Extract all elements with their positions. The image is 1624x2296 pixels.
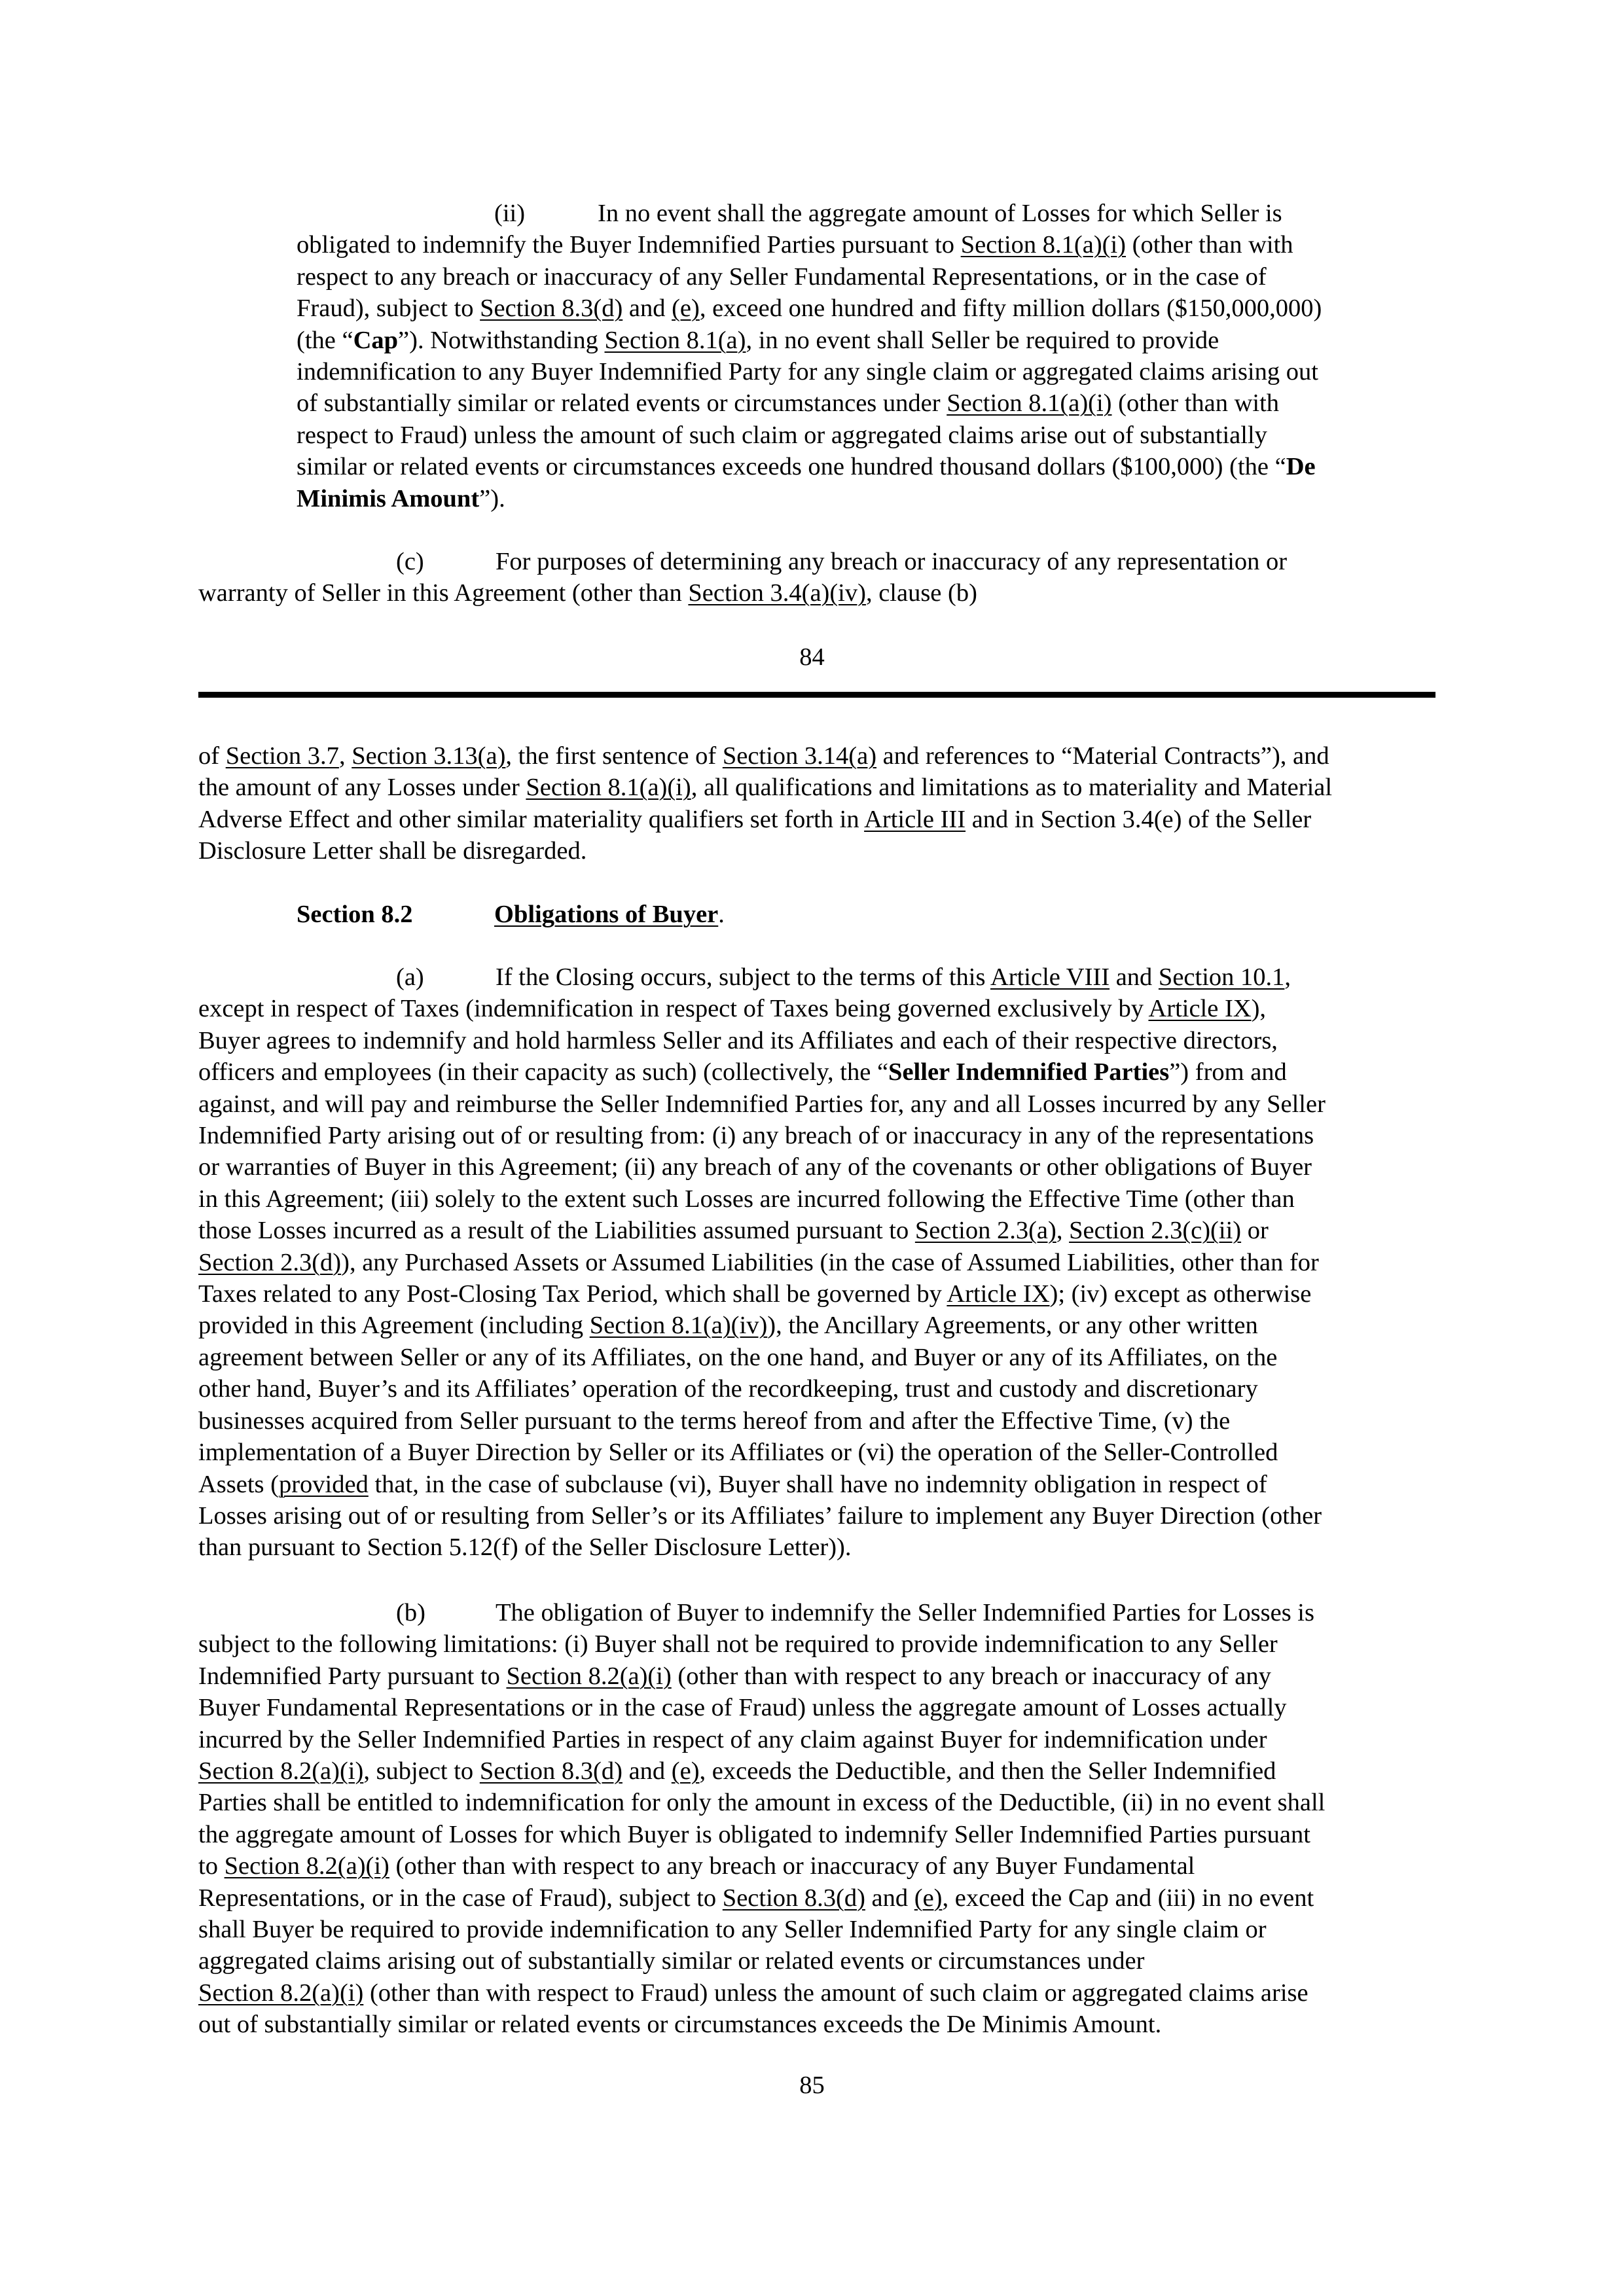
- ref-section-3-13-a[interactable]: Section 3.13(a): [352, 742, 506, 770]
- section-8-2-b-paragraph: (b) The obligation of Buyer to indemnify the Seller Indemnified Parties for Losses is subject to the following limitations: (i) Buyer shall not be required to provide indemnification to any Seller Indemnified Party pursuant to Section 8.2(a)(i) (other than with respect to any breach or inaccuracy of any Buyer Fundamental Representations or in the case of Fraud) unless the aggregate amount of Losses actually incurred by the Seller Indemnified Parties in respect of any claim against Buyer for indemnification under Section 8.2(a)(i), subject to Section 8.3(d) and (e), exceeds the Deductible, and then the Seller Indemnified Parties shall be entitled to indemnification for only the amount in excess of the Deductible, (ii) in no event shall the aggregate amount of Losses for which Buyer is obligated to indemnify Seller Indemnified Parties pursuant to Section 8.2(a)(i) (other than with respect to any breach or inaccuracy of any Buyer Fundamental Representations, or in the case of Fraud), subject to Section 8.3(d) and (e), exceed the Cap and (iii) in no event shall Buyer be required to provide indemnification to any Seller Indemnified Party for any single claim or aggregated claims arising out of substantially similar or related events or circumstances under Section 8.2(a)(i) (other than with respect to Fraud) unless the amount of such claim or aggregated claims arise out of substantially similar or related events or circumstances exceeds the De Minimis Amount.: [198, 1597, 1325, 2041]
- section-8-1-b-ii-paragraph: (ii) In no event shall the aggregate amount of Losses for which Seller is obligated to indemnify the Buyer Indemnified Parties pursuant to Section 8.1(a)(i) (other than with respect to any breach or inaccuracy of any Seller Fundamental Representations, or in the case of Fraud), subject to Section 8.3(d) and (e), exceed one hundred and fifty million dollars ($150,000,000) (the “Cap”). Notwithstanding Section 8.1(a), in no event shall Seller be required to provide indemnification to any Buyer Indemnified Party for any single claim or aggregated claims arising out of substantially similar or related events or circumstances under Section 8.1(a)(i) (other than with respect to Fraud) unless the amount of such claim or aggregated claims arise out of substantially similar or related events or circumstances exceeds one hundred thousand dollars ($100,000) (the “De Minimis Amount”).: [297, 198, 1322, 514]
- section-8-1-c-paragraph: (c) For purposes of determining any breach or inaccuracy of any representation or warranty of Seller in this Agreement (other than Section 3.4(a)(iv), clause (b): [198, 546, 1287, 609]
- section-8-1-c-continuation: of Section 3.7, Section 3.13(a), the first sentence of Section 3.14(a) and references to “Material Contracts”), and the amount of any Losses under Section 8.1(a)(i), all qualifications and limitations as to materiality and Material Adverse Effect and other similar materiality qualifiers set forth in Article III and in Section 3.4(e) of the Seller Disclosure Letter shall be disregarded.: [198, 742, 1333, 865]
- ref-section-8-2-a-i[interactable]: Section 8.2(a)(i): [198, 1979, 364, 2007]
- ref-article-iii[interactable]: Article III: [864, 805, 966, 833]
- ref-section-8-1-a[interactable]: Section 8.1(a): [604, 326, 746, 354]
- section-number: Section 8.2: [297, 901, 413, 928]
- item-a-label: (a): [396, 963, 424, 991]
- ref-article-viii[interactable]: Article VIII: [990, 963, 1110, 991]
- ref-section-8-2-a-i[interactable]: Section 8.2(a)(i): [198, 1757, 364, 1785]
- defined-term-cap: Cap: [353, 326, 399, 354]
- item-b-label: (b): [396, 1599, 425, 1626]
- item-c-label: (c): [396, 548, 424, 575]
- ref-section-8-1-a-i[interactable]: Section 8.1(a)(i): [947, 389, 1112, 418]
- ref-section-8-3-e[interactable]: (e): [671, 1757, 700, 1785]
- ref-section-8-3-d[interactable]: Section 8.3(d): [480, 295, 623, 323]
- ref-article-ix[interactable]: Article IX: [1148, 995, 1252, 1023]
- ref-section-3-14-a[interactable]: Section 3.14(a): [722, 742, 877, 770]
- ref-section-2-3-a[interactable]: Section 2.3(a): [914, 1217, 1056, 1245]
- ref-section-8-3-d[interactable]: Section 8.3(d): [722, 1884, 865, 1912]
- defined-term-minimis-amount: Minimis Amount: [297, 484, 480, 512]
- page-break-rule: [198, 692, 1435, 698]
- defined-term-de: De: [1286, 453, 1316, 481]
- ref-section-8-1-a-iv[interactable]: Section 8.1(a)(iv): [589, 1312, 768, 1340]
- ref-section-10-1[interactable]: Section 10.1: [1158, 963, 1285, 991]
- ref-section-8-2-a-i[interactable]: Section 8.2(a)(i): [224, 1852, 389, 1880]
- ref-section-2-3-c-ii[interactable]: Section 2.3(c)(ii): [1069, 1217, 1242, 1245]
- section-8-2-heading: Section 8.2 Obligations of Buyer.: [297, 899, 725, 930]
- ref-section-8-3-e[interactable]: (e): [914, 1884, 943, 1912]
- item-ii-label: (ii): [494, 200, 526, 227]
- ref-section-8-2-a-i[interactable]: Section 8.2(a)(i): [506, 1662, 672, 1690]
- page-number: 84: [799, 643, 825, 671]
- page-number: 85: [799, 2072, 825, 2099]
- ref-section-8-3-d[interactable]: Section 8.3(d): [479, 1757, 623, 1785]
- ref-section-8-1-a-i[interactable]: Section 8.1(a)(i): [960, 231, 1126, 259]
- ref-article-ix[interactable]: Article IX: [947, 1280, 1050, 1308]
- ref-section-8-1-a-i[interactable]: Section 8.1(a)(i): [526, 774, 691, 802]
- ref-section-3-7[interactable]: Section 3.7: [225, 742, 339, 770]
- defined-term-seller-indemnified-parties: Seller Indemnified Parties: [888, 1058, 1170, 1086]
- section-8-2-a-paragraph: (a) If the Closing occurs, subject to the terms of this Article VIII and Section 10.1, except in respect of Taxes (indemnification in respect of Taxes being governed exclusively by Article IX), Buyer agrees to indemnify and hold harmless Seller and its Affiliates and each of their respective directors, officers and employees (in their capacity as such) (collectively, the “Seller Indemnified Parties”) from and against, and will pay and reimburse the Seller Indemnified Parties for, any and all Losses incurred by any Seller Indemnified Party arising out of or resulting from: (i) any breach of or inaccuracy in any of the representations or warranties of Buyer in this Agreement; (ii) any breach of any of the covenants or other obligations of Buyer in this Agreement; (iii) solely to the extent such Losses are incurred following the Effective Time (other than those Losses incurred as a result of the Liabilities assumed pursuant to Section 2.3(a), Section 2.3(c)(ii) or Section 2.3(d)), any Purchased Assets or Assumed Liabilities (in the case of Assumed Liabilities, other than for Taxes related to any Post-Closing Tax Period, which shall be governed by Article IX); (iv) except as otherwise provided in this Agreement (including Section 8.1(a)(iv)), the Ancillary Agreements, or any other written agreement between Seller or any of its Affiliates, on the one hand, and Buyer or any of its Affiliates, on the other hand, Buyer’s and its Affiliates’ operation of the recordkeeping, trust and custody and discretionary businesses acquired from Seller pursuant to the terms hereof from and after the Effective Time, (v) the implementation of a Buyer Direction by Seller or its Affiliates or (vi) the operation of the Seller-Controlled Assets (provided that, in the case of subclause (vi), Buyer shall have no indemnity obligation in respect of Losses arising out of or resulting from Seller’s or its Affiliates’ failure to implement any Buyer Direction (other than pursuant to Section 5.12(f) of the Seller Disclosure Letter)).: [198, 961, 1326, 1564]
- ref-section-8-3-e[interactable]: (e): [672, 295, 700, 323]
- term-provided: provided: [278, 1470, 369, 1498]
- ref-section-2-3-d[interactable]: Section 2.3(d): [198, 1248, 342, 1276]
- ref-section-3-4-a-iv[interactable]: Section 3.4(a)(iv): [688, 579, 866, 607]
- section-title: Obligations of Buyer: [494, 901, 719, 928]
